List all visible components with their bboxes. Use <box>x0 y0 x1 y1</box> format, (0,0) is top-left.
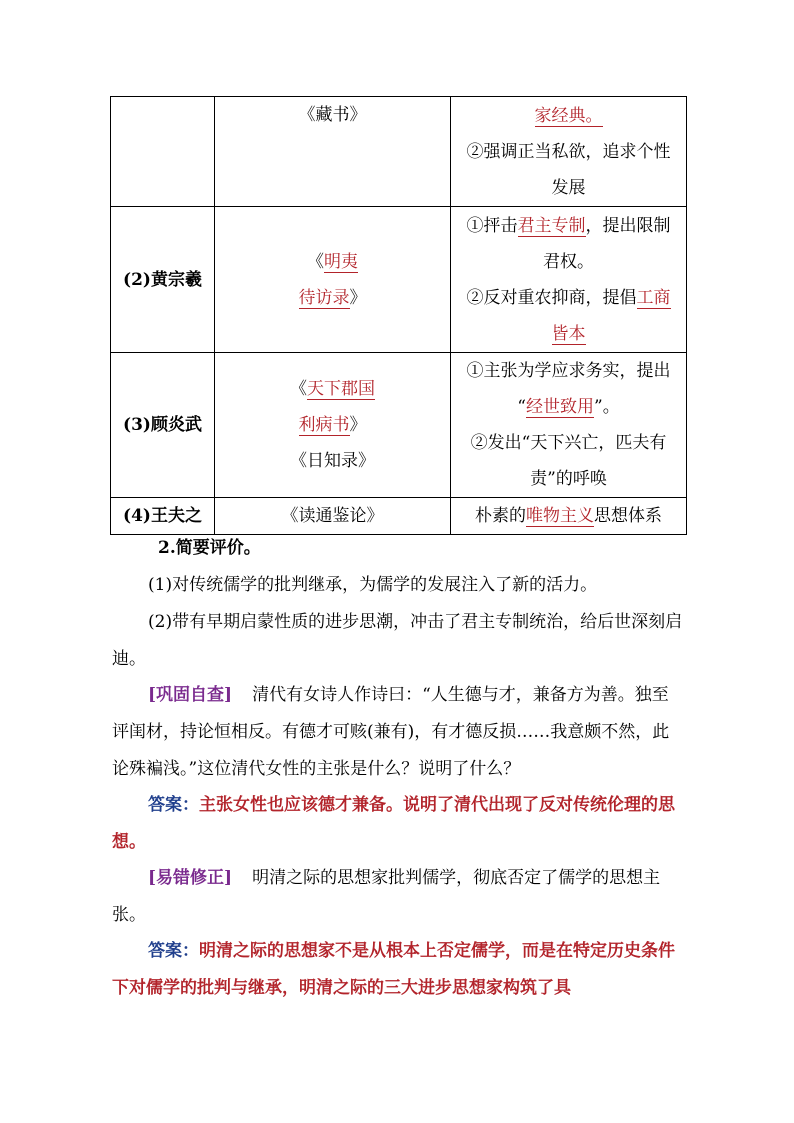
highlight-term: 工商 <box>636 287 671 308</box>
correction-answer: 答案：明清之际的思想家不是从根本上否定儒学，而是在特定历史条件下对儒学的批判与继承，明清之际的三大进步思想家构筑了具 <box>112 941 675 998</box>
highlight-term: 明夷 <box>324 251 358 272</box>
correction-statement: [易错修正] 明清之际的思想家批判儒学，彻底否定了儒学的思想主张。 <box>112 868 661 925</box>
thinker-name-cell <box>111 97 215 207</box>
work-title: 《藏书》 <box>298 105 367 125</box>
highlight-term: 皆本 <box>551 323 586 344</box>
review-question: [巩固自查] 清代有女诗人作诗曰：“人生德与才，兼备方为善。独至评闺材，持论恒相反。有德才可赅(兼有)，有才德反损……我意颇不然，此论殊褊浅。”这位清代女性的主张是什么？说明了什么？ <box>112 685 670 779</box>
table-row <box>111 207 687 353</box>
idea-line: ②强调正当私欲，追求个性 <box>466 141 671 162</box>
work-cell: 《读通鉴论》 <box>215 498 451 535</box>
highlight-term: 家经典。 <box>534 105 603 126</box>
idea-cell: 朴素的唯物主义思想体系 <box>451 498 687 535</box>
thinker-name-cell: (3)顾炎武 <box>111 353 215 498</box>
idea-cell: ①主张为学应求务实，提出 “经世致用”。 ②发出“天下兴亡，匹夫有 责”的呼唤 <box>451 353 687 498</box>
work-cell: 《明夷 待访录》 <box>215 207 451 353</box>
thinker-name-cell: (4)王夫之 <box>111 498 215 535</box>
section-heading: 2.简要评价。 <box>158 538 261 558</box>
highlight-term: 经世致用 <box>526 397 594 417</box>
highlight-term: 待访录 <box>298 287 350 308</box>
work-cell <box>215 97 451 207</box>
table-row <box>111 97 687 207</box>
answer-label: 答案： <box>148 941 199 961</box>
thinkers-table <box>110 96 687 535</box>
thinker-name-cell: (2)黄宗羲 <box>111 207 215 353</box>
table-row <box>111 498 687 535</box>
evaluation-paragraph: (2)带有早期启蒙性质的进步思潮，冲击了君主专制统治，给后世深刻启迪。 <box>112 612 683 669</box>
evaluation-paragraph: (1)对传统儒学的批判继承，为儒学的发展注入了新的活力。 <box>148 575 598 595</box>
work-cell: 《天下郡国 利病书》 《日知录》 <box>215 353 451 498</box>
idea-line: 发展 <box>551 177 586 198</box>
highlight-term: 利病书 <box>298 415 350 435</box>
highlight-term: 天下郡国 <box>307 379 375 399</box>
highlight-term: 唯物主义 <box>526 506 594 526</box>
review-answer: 答案：主张女性也应该德才兼备。说明了清代出现了反对传统伦理的思想。 <box>112 795 675 852</box>
review-tag: [巩固自查] <box>148 685 233 705</box>
answer-label: 答案： <box>148 795 199 815</box>
idea-cell <box>451 97 687 207</box>
idea-cell: ①抨击君主专制，提出限制 君权。 ②反对重农抑商，提倡工商 皆本 <box>451 207 687 353</box>
correction-tag: [易错修正] <box>148 868 233 888</box>
table-row <box>111 353 687 498</box>
highlight-term: 君主专制 <box>517 215 586 236</box>
